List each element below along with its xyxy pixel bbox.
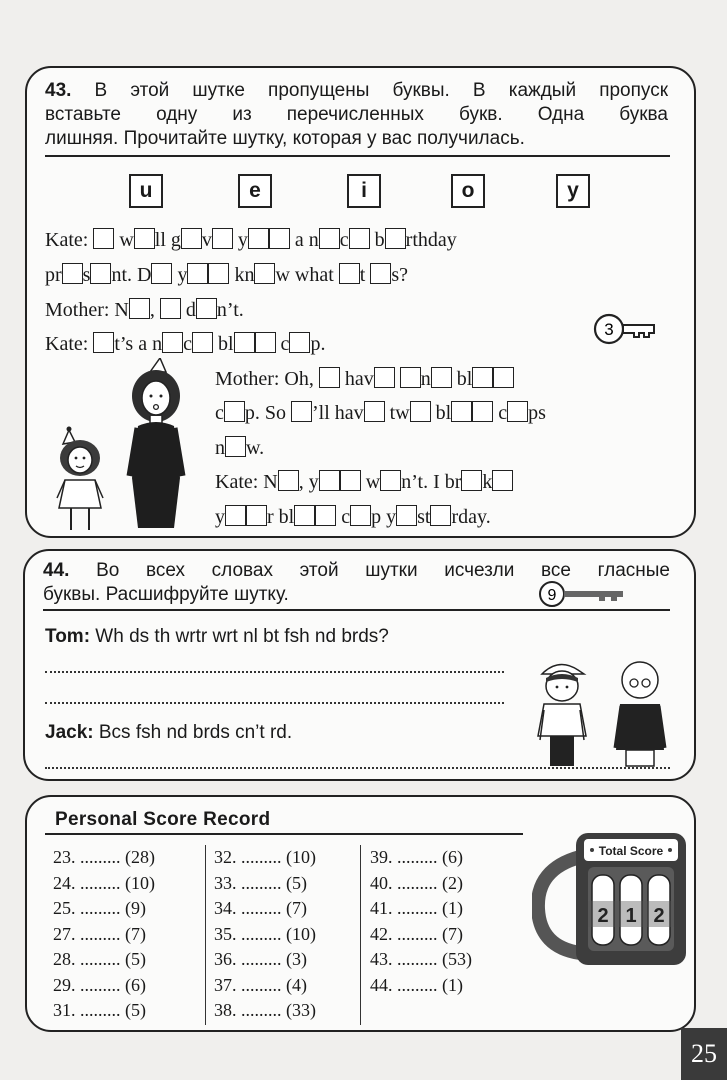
answer-line[interactable] <box>45 702 504 704</box>
story-text: y <box>215 506 225 528</box>
letter-blank[interactable] <box>269 228 290 249</box>
score-record-divider <box>45 833 523 835</box>
ex43-story-line <box>215 470 513 494</box>
score-entry: 42. ......... (7) <box>370 923 463 944</box>
score-entry: 41. ......... (1) <box>370 898 463 918</box>
letter-blank[interactable] <box>451 401 472 422</box>
letter-blank[interactable] <box>461 470 482 491</box>
letter-blank[interactable] <box>315 505 336 526</box>
letter-blank[interactable] <box>192 332 213 353</box>
story-text: y <box>172 264 188 286</box>
exercise-43-card <box>25 66 696 538</box>
score-entry: 27. ......... (7) <box>53 923 146 944</box>
score-entry: 24. ......... (10) <box>53 872 155 893</box>
letter-blank[interactable] <box>289 332 310 353</box>
tom-label: Tom: <box>45 626 91 647</box>
story-text: hav <box>339 368 374 390</box>
letter-blank[interactable] <box>134 228 155 249</box>
ex44-divider <box>43 609 670 611</box>
ex43-story-line <box>215 505 491 529</box>
ex43-divider <box>45 155 670 157</box>
column-separator <box>205 845 206 1025</box>
mother-illustration <box>120 358 192 530</box>
score-entry: 36. ......... (3) <box>214 949 307 969</box>
story-text: c <box>275 333 290 355</box>
letter-blank[interactable] <box>340 470 361 491</box>
story-text: Mother: Oh, <box>215 368 319 390</box>
story-text: w what <box>275 264 339 286</box>
letter-blank[interactable] <box>90 263 111 284</box>
story-text: rday. <box>451 506 491 528</box>
story-text: Kate: <box>45 229 94 251</box>
ex44-instruction-line2: буквы. Расшифруйте шутку. <box>43 584 289 605</box>
story-text: c <box>215 402 224 424</box>
letter-blank[interactable] <box>246 505 267 526</box>
story-text: bl <box>430 402 452 424</box>
letter-blank[interactable] <box>370 263 391 284</box>
ex43-story-line <box>215 367 514 391</box>
letter-blank[interactable] <box>294 505 315 526</box>
ex43-story-line <box>45 228 457 252</box>
letter-blank[interactable] <box>225 505 246 526</box>
ex44-instruction-text1: Во всех словах этой шутки исчезли все гласные <box>96 560 671 581</box>
score-entry: 29. ......... (6) <box>53 974 146 995</box>
letter-blank[interactable] <box>181 228 202 249</box>
jack-label: Jack: <box>45 722 94 743</box>
letter-blank[interactable] <box>291 401 312 422</box>
story-text: w <box>114 229 134 251</box>
letter-blank[interactable] <box>396 505 417 526</box>
jack-line <box>45 722 292 744</box>
story-text: s <box>82 264 91 286</box>
key-score-icon <box>592 312 662 346</box>
score-col-3 <box>370 845 472 998</box>
score-col-1 <box>53 845 155 1024</box>
letter-blank[interactable] <box>492 470 513 491</box>
ex43-instruction-line2: вставьте одну из перечисленных букв. Одна буква <box>45 104 668 125</box>
total-digit: 1 <box>625 905 637 927</box>
story-text: bl <box>451 368 473 390</box>
key-score-icon <box>537 579 629 609</box>
ex43-instruction-line1 <box>45 79 668 102</box>
ex43-instruction-line3: лишняя. Прочитайте шутку, которая у вас получилась. <box>45 128 525 149</box>
letter-box-o: o <box>451 174 485 208</box>
story-text: b <box>369 229 385 251</box>
story-text: st <box>417 506 431 528</box>
story-text: , y <box>298 471 319 493</box>
story-text: r bl <box>267 506 295 528</box>
story-text: a n <box>289 229 319 251</box>
ex44-number: 44. <box>43 560 70 581</box>
score-entry: 40. ......... (2) <box>370 872 463 893</box>
letter-blank[interactable] <box>374 367 395 388</box>
story-text: n’t. <box>216 299 244 321</box>
boys-illustration <box>530 656 680 771</box>
letter-blank[interactable] <box>234 332 255 353</box>
story-text: t <box>359 264 371 286</box>
letter-blank[interactable] <box>93 332 114 353</box>
story-text: w. <box>246 437 265 459</box>
story-text: n’t. I br <box>401 471 462 493</box>
letter-blank[interactable] <box>380 470 401 491</box>
letter-blank[interactable] <box>430 505 451 526</box>
ex43-story-line <box>215 436 264 460</box>
story-text: Kate: N <box>215 471 278 493</box>
total-score-label: Total Score <box>598 844 664 858</box>
story-text: , <box>149 299 160 321</box>
girl-illustration <box>49 424 111 532</box>
ex43-story-line <box>215 401 546 425</box>
letter-blank[interactable] <box>472 401 493 422</box>
story-text: ll g <box>154 229 181 251</box>
total-digit: 2 <box>597 905 609 927</box>
ex43-story-line <box>45 298 244 322</box>
story-text: nt. D <box>111 264 152 286</box>
letter-blank[interactable] <box>349 228 370 249</box>
story-text: s? <box>391 264 409 286</box>
letter-blank[interactable] <box>162 332 183 353</box>
tom-text: Wh ds th wrtr wrt nl bt fsh nd brds? <box>90 626 389 647</box>
letter-box-y: y <box>556 174 590 208</box>
letter-blank[interactable] <box>62 263 83 284</box>
score-entry: 25. ......... (9) <box>53 898 146 918</box>
story-text: c <box>339 229 349 251</box>
story-text: rthday <box>405 229 457 251</box>
story-text: n <box>420 368 431 390</box>
score-entry: 38. ......... (33) <box>214 1000 316 1020</box>
letter-blank[interactable] <box>196 298 217 319</box>
score-entry: 31. ......... (5) <box>53 1000 146 1020</box>
ex43-key-score: 3 <box>604 320 614 339</box>
letter-blank[interactable] <box>385 228 406 249</box>
letter-blank[interactable] <box>187 263 208 284</box>
score-entry: 37. ......... (4) <box>214 974 307 995</box>
score-entry: 32. ......... (10) <box>214 847 316 867</box>
score-entry: 34. ......... (7) <box>214 898 307 918</box>
letter-blank[interactable] <box>319 367 340 388</box>
letter-blank[interactable] <box>151 263 172 284</box>
story-text: n <box>215 437 225 459</box>
letter-blank[interactable] <box>225 436 246 457</box>
story-text: Kate: <box>45 333 94 355</box>
letter-blank[interactable] <box>472 367 493 388</box>
story-text: k <box>482 471 493 493</box>
score-col-2 <box>214 845 316 1024</box>
letter-blank[interactable] <box>339 263 360 284</box>
letter-blank[interactable] <box>410 401 431 422</box>
letter-blank[interactable] <box>400 367 421 388</box>
letter-blank[interactable] <box>93 228 114 249</box>
letter-blank[interactable] <box>278 470 299 491</box>
letter-blank[interactable] <box>319 470 340 491</box>
story-text: w <box>360 471 381 493</box>
page-number: 25 <box>681 1028 727 1080</box>
total-digit: 2 <box>653 905 665 927</box>
ex43-instruction-text1: В этой шутке пропущены буквы. В каждый пропуск <box>94 80 669 101</box>
story-text: y <box>232 229 248 251</box>
letter-blank[interactable] <box>255 332 276 353</box>
story-text: c <box>183 333 192 355</box>
story-text: d <box>180 299 196 321</box>
letter-blank[interactable] <box>350 505 371 526</box>
story-text: tw <box>384 402 410 424</box>
story-text: v <box>201 229 212 251</box>
score-entry: 44. ......... (1) <box>370 974 463 995</box>
ex43-number: 43. <box>45 80 72 101</box>
story-text: p. So <box>244 402 292 424</box>
letter-blank[interactable] <box>319 228 340 249</box>
story-text: p y <box>371 506 397 528</box>
letter-box-u: u <box>129 174 163 208</box>
ex43-story-line <box>45 263 408 287</box>
letter-box-e: e <box>238 174 272 208</box>
column-separator <box>360 845 361 1025</box>
exercise-44-card <box>23 549 696 781</box>
score-record-title: Personal Score Record <box>55 809 271 830</box>
story-text: ps <box>528 402 546 424</box>
score-entry: 43. ......... (53) <box>370 949 472 969</box>
story-text: bl <box>212 333 234 355</box>
story-text: ’ll hav <box>312 402 364 424</box>
ex44-key-score: 9 <box>547 587 557 604</box>
letter-blank[interactable] <box>224 401 245 422</box>
letter-blank[interactable] <box>254 263 275 284</box>
letter-blank[interactable] <box>248 228 269 249</box>
score-entry: 39. ......... (6) <box>370 847 463 867</box>
total-score-machine-icon <box>532 829 692 969</box>
story-text: c <box>336 506 351 528</box>
story-text: p. <box>310 333 326 355</box>
jack-text: Bcs fsh nd brds cn’t rd. <box>93 722 293 743</box>
score-entry: 33. ......... (5) <box>214 872 307 893</box>
answer-line[interactable] <box>45 671 504 673</box>
letter-blank[interactable] <box>212 228 233 249</box>
story-text: c <box>493 402 508 424</box>
story-text: Mother: N <box>45 299 129 321</box>
letter-blank[interactable] <box>364 401 385 422</box>
letter-blank[interactable] <box>208 263 229 284</box>
letter-blank[interactable] <box>431 367 452 388</box>
score-entry: 35. ......... (10) <box>214 923 316 944</box>
letter-blank[interactable] <box>493 367 514 388</box>
story-text: pr <box>45 264 62 286</box>
letter-box-i: i <box>347 174 381 208</box>
letter-blank[interactable] <box>160 298 181 319</box>
story-text: kn <box>229 264 255 286</box>
letter-blank[interactable] <box>129 298 150 319</box>
ex43-story-line <box>45 332 325 356</box>
letter-blank[interactable] <box>507 401 528 422</box>
story-text: t’s a n <box>114 333 163 355</box>
score-entry: 23. ......... (28) <box>53 847 155 867</box>
score-entry: 28. ......... (5) <box>53 949 146 969</box>
tom-line <box>45 626 389 648</box>
score-record-card <box>25 795 696 1032</box>
